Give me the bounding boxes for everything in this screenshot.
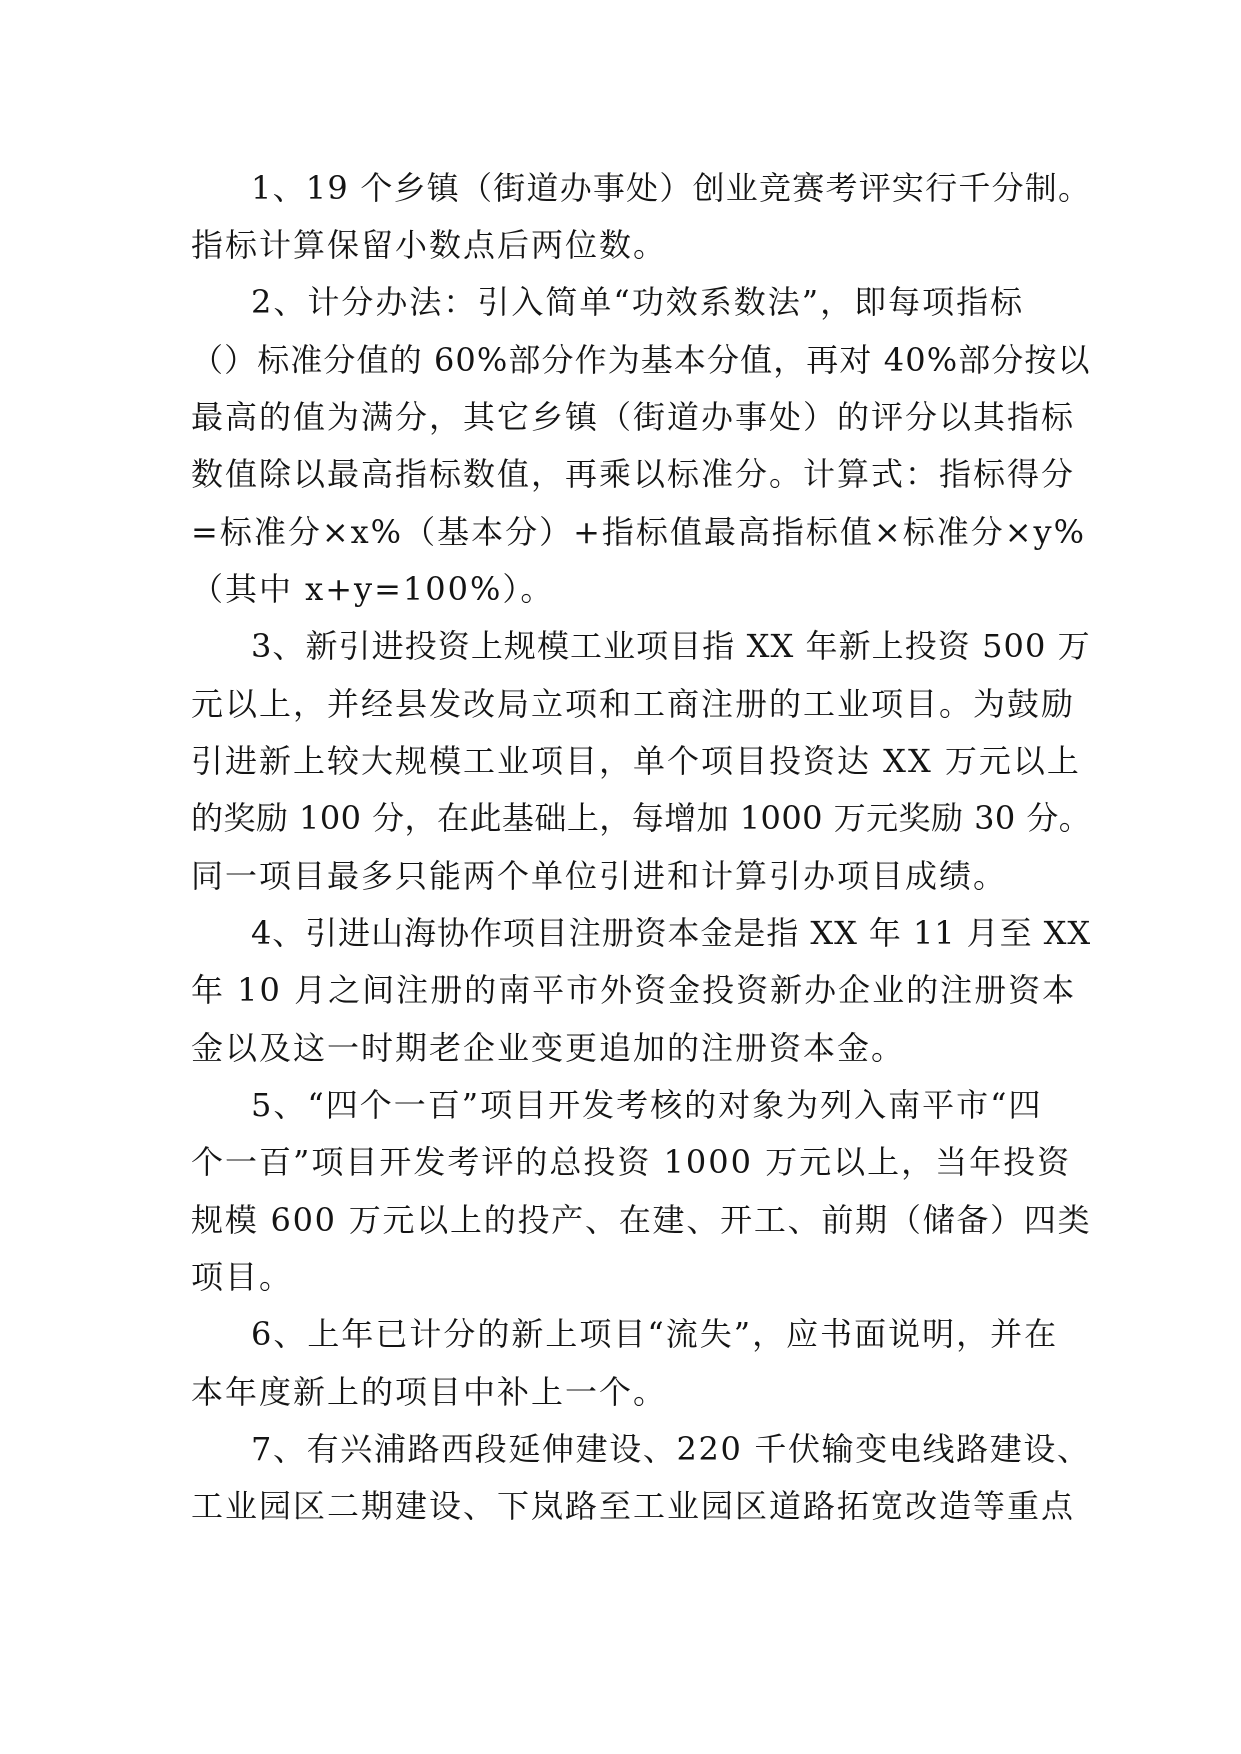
text-line: 7、有兴浦路西段延伸建设、220 千伏输变电线路建设、 (251, 1430, 1091, 1468)
text-line: 本年度新上的项目中补上一个。 (191, 1373, 668, 1411)
text-line: 最高的值为满分，其它乡镇（街道办事处）的评分以其指标 (191, 398, 1076, 436)
text-line: （其中 x+y=100%）。 (191, 570, 555, 608)
text-line: 5、“四个一百”项目开发考核的对象为列入南平市“四 (251, 1086, 1043, 1124)
text-line: 指标计算保留小数点后两位数。 (191, 226, 668, 264)
text-line: 个一百”项目开发考评的总投资 1000 万元以上，当年投资 (191, 1143, 1072, 1181)
text-line: 1、19 个乡镇（街道办事处）创业竞赛考评实行千分制。 (251, 169, 1092, 207)
text-line: 规模 600 万元以上的投产、在建、开工、前期（储备）四类 (191, 1201, 1092, 1239)
text-line: 年 10 月之间注册的南平市外资金投资新办企业的注册资本 (191, 971, 1077, 1009)
text-line: 4、引进山海协作项目注册资本金是指 XX 年 11 月至 XX (251, 914, 1092, 952)
text-line: 3、新引进投资上规模工业项目指 XX 年新上投资 500 万 (251, 627, 1091, 665)
text-line: 金以及这一时期老企业变更追加的注册资本金。 (191, 1029, 906, 1067)
text-line: 同一项目最多只能两个单位引进和计算引办项目成绩。 (191, 857, 1008, 895)
text-line: =标准分×x%（基本分）+指标值最高指标值×标准分×y% (191, 513, 1087, 551)
text-line: 项目。 (191, 1258, 294, 1296)
text-line: 元以上，并经县发改局立项和工商注册的工业项目。为鼓励 (191, 685, 1076, 723)
text-line: 2、计分办法：引入简单“功效系数法”，即每项指标 (251, 283, 1025, 321)
text-line: （）标准分值的 60%部分作为基本分值，再对 40%部分按以 (191, 341, 1091, 379)
text-line: 工业园区二期建设、下岚路至工业园区道路拓宽改造等重点 (191, 1487, 1076, 1525)
text-line: 引进新上较大规模工业项目，单个项目投资达 XX 万元以上 (191, 742, 1081, 780)
text-line: 6、上年已计分的新上项目“流失”，应书面说明，并在 (251, 1315, 1059, 1353)
text-line: 数值除以最高指标数值，再乘以标准分。计算式：指标得分 (191, 455, 1076, 493)
text-line: 的奖励 100 分，在此基础上，每增加 1000 万元奖励 30 分。 (191, 799, 1092, 837)
